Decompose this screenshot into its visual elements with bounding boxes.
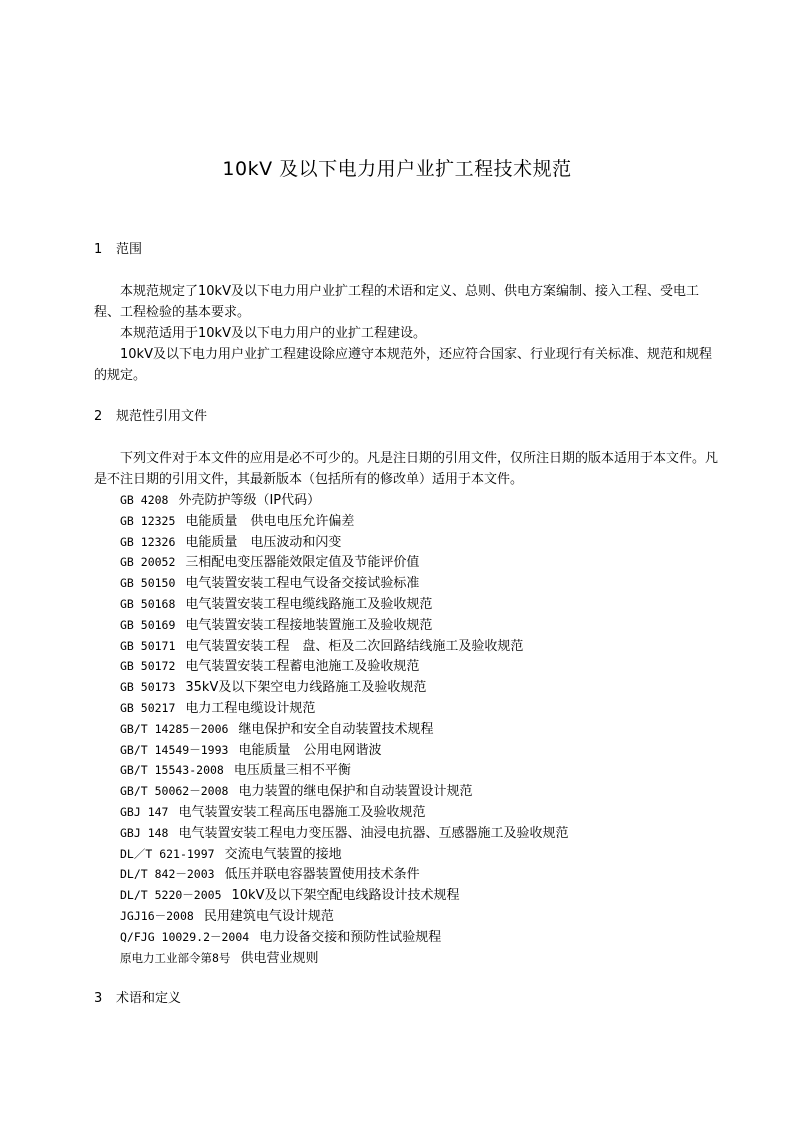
reference-code: GB/T 14285－2006: [120, 721, 229, 736]
reference-name: 电气装置安装工程接地装置施工及验收规范: [185, 617, 433, 633]
reference-item: [120, 906, 568, 927]
reference-name: 电能质量 公用电网谐波: [238, 742, 382, 758]
reference-code: GB 50169: [120, 617, 176, 632]
section-title: 规范性引用文件: [116, 409, 208, 424]
reference-item: [120, 719, 568, 740]
reference-code: Q/FJG 10029.2－2004: [120, 929, 250, 944]
reference-name: 电力工程电缆设计规范: [185, 700, 316, 716]
reference-code: GB/T 50062－2008: [120, 784, 229, 799]
reference-code: GB 12326: [120, 534, 176, 549]
reference-item: [120, 740, 568, 761]
reference-item: [120, 532, 568, 553]
reference-item: [120, 594, 568, 615]
reference-item: [120, 948, 568, 969]
reference-item: [120, 885, 568, 906]
reference-name: 电气装置安装工程电气设备交接试验标准: [185, 576, 420, 592]
reference-name: 继电保护和安全自动装置技术规程: [238, 721, 434, 737]
reference-name: 供电营业规则: [240, 950, 319, 966]
reference-item: [120, 511, 568, 532]
reference-name: 电气装置安装工程蓄电池施工及验收规范: [185, 659, 420, 675]
reference-item: [120, 823, 568, 844]
reference-code: GB 12325: [120, 513, 176, 528]
reference-item: [120, 927, 568, 948]
reference-name: 外壳防护等级（IP代码）: [178, 493, 321, 508]
paragraph: 本规范适用于10kV及以下电力用户的业扩工程建设。: [120, 326, 426, 341]
reference-name: 低压并联电容器装置使用技术条件: [224, 867, 420, 883]
reference-item: [120, 573, 568, 594]
reference-code: GBJ 148: [120, 825, 169, 840]
section-number: 3: [94, 991, 103, 1006]
reference-name: 电气装置安装工程高压电器施工及验收规范: [178, 804, 426, 820]
section-heading-scope: [94, 241, 142, 259]
section-title: 术语和定义: [116, 991, 182, 1006]
reference-name: 电力设备交接和预防性试验规程: [259, 929, 442, 945]
reference-item: [120, 802, 568, 823]
reference-item: [120, 677, 568, 698]
reference-code: GB 4208: [120, 493, 169, 507]
paragraph: 下列文件对于本文件的应用是必不可少的。凡是注日期的引用文件，仅所注日期的版本适用于本文件。凡是不注日期的引用文件，其最新版本（包括所有的修改单）适用于本文件。: [94, 451, 719, 487]
reference-item: [120, 760, 568, 781]
reference-name: 电气装置安装工程 盘、柜及二次回路结线施工及验收规范: [185, 638, 524, 654]
reference-item: [120, 490, 568, 511]
reference-name: 电压质量三相不平衡: [233, 763, 351, 779]
reference-name: 10kV及以下架空配电线路设计技术规程: [231, 888, 460, 904]
paragraph: 10kV及以下电力用户业扩工程建设除应遵守本规范外，还应符合国家、行业现行有关标准、规范和规程的规定。: [94, 347, 712, 383]
reference-code: GB/T 15543-2008: [120, 763, 224, 778]
reference-code: GB 50172: [120, 659, 176, 674]
section-heading-normative-references: [94, 408, 207, 426]
reference-name: 35kV及以下架空电力线路施工及验收规范: [185, 680, 427, 696]
reference-code: GB 50171: [120, 638, 176, 653]
reference-name: 电力装置的继电保护和自动装置设计规范: [238, 784, 473, 800]
reference-name: 交流电气装置的接地: [224, 846, 342, 862]
reference-code: DL／T 621-1997: [120, 846, 215, 861]
reference-item: [120, 781, 568, 802]
reference-item: [120, 636, 568, 657]
reference-code: GB 50168: [120, 596, 176, 611]
section-heading-terms-definitions: [94, 990, 181, 1008]
reference-list: [120, 490, 568, 968]
reference-item: [120, 844, 568, 865]
reference-item: [120, 698, 568, 719]
reference-name: 电能质量 电压波动和闪变: [185, 534, 342, 550]
reference-name: 电能质量 供电电压允许偏差: [185, 513, 355, 529]
reference-code: 原电力工业部令第8号: [120, 950, 231, 965]
document-title: 10kV 及以下电力用户业扩工程技术规范: [222, 158, 572, 180]
reference-name: 电气装置安装工程电缆线路施工及验收规范: [185, 596, 433, 612]
reference-code: GB 50173: [120, 680, 176, 695]
reference-item: [120, 552, 568, 573]
reference-code: DL/T 5220－2005: [120, 888, 222, 903]
reference-code: DL/T 842－2003: [120, 867, 215, 882]
reference-code: JGJ16－2008: [120, 908, 194, 923]
reference-name: 电气装置安装工程电力变压器、油浸电抗器、互感器施工及验收规范: [178, 825, 569, 841]
reference-item: [120, 864, 568, 885]
reference-name: 民用建筑电气设计规范: [203, 908, 334, 924]
reference-name: 三相配电变压器能效限定值及节能评价值: [185, 555, 420, 571]
reference-code: GB 50150: [120, 576, 176, 591]
reference-item: [120, 615, 568, 636]
reference-code: GB 20052: [120, 555, 176, 570]
section-number: 1: [94, 242, 103, 257]
section-number: 2: [94, 409, 103, 424]
reference-code: GB/T 14549－1993: [120, 742, 229, 757]
reference-code: GB 50217: [120, 700, 176, 715]
reference-code: GBJ 147: [120, 804, 169, 819]
paragraph: 本规范规定了10kV及以下电力用户业扩工程的术语和定义、总则、供电方案编制、接入工程、受电工程、工程检验的基本要求。: [94, 284, 699, 320]
section-title: 范围: [116, 242, 143, 257]
reference-item: [120, 656, 568, 677]
